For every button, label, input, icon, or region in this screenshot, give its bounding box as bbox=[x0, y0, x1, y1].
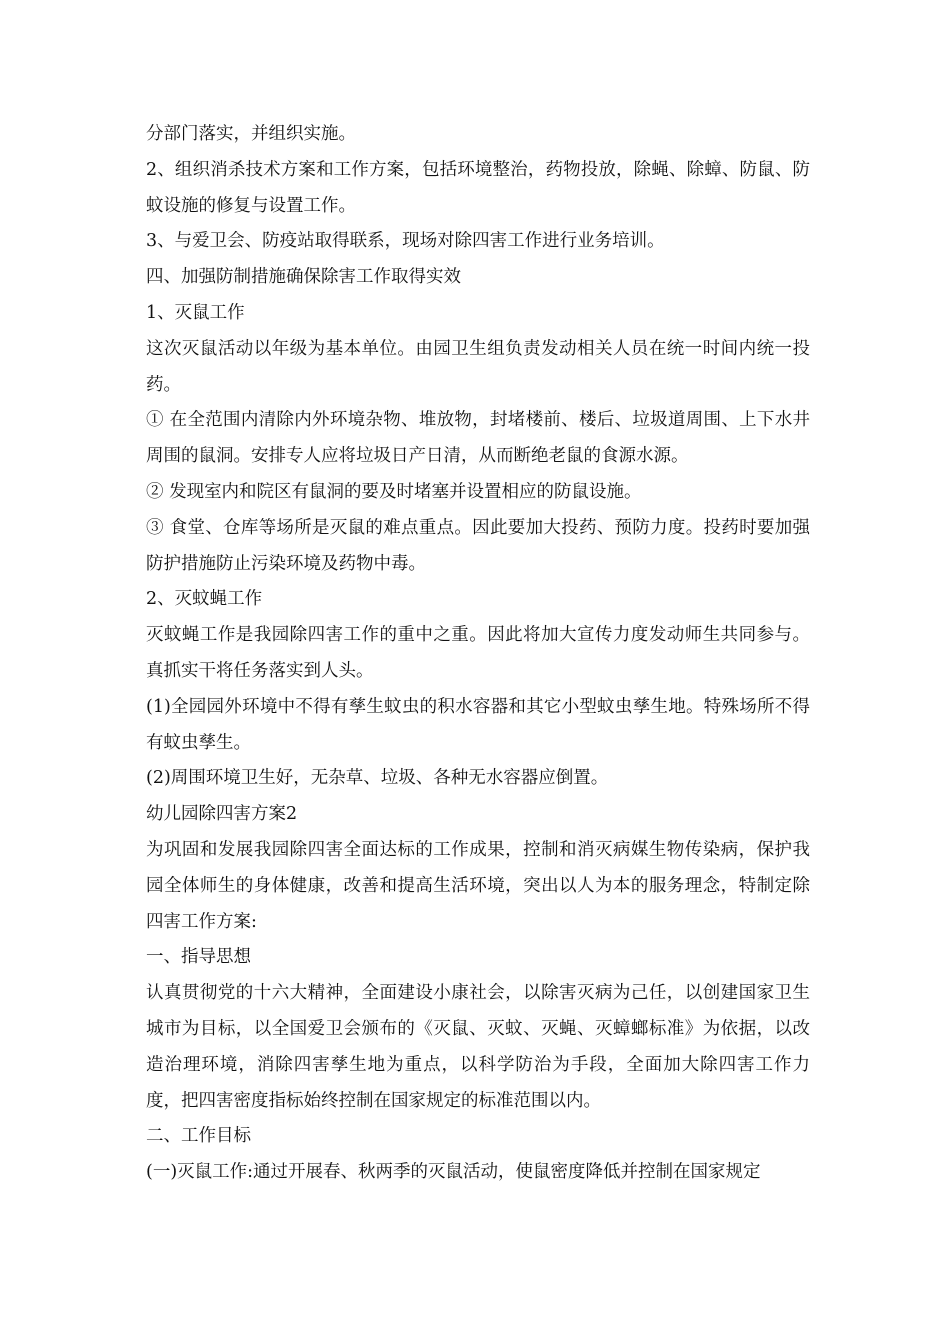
subsection-heading: 2、灭蚊蝇工作 bbox=[146, 589, 263, 610]
subsection-heading: 1、灭鼠工作 bbox=[146, 302, 245, 323]
section-heading: 二、工作目标 bbox=[146, 1126, 251, 1147]
list-item: (1)全园园外环境中不得有孳生蚊虫的积水容器和其它小型蚊虫孳生地。特殊场所不得有蚊虫孳生。 bbox=[146, 696, 810, 753]
paragraph: 这次灭鼠活动以年级为基本单位。由园卫生组负责发动相关人员在统一时间内统一投药。 bbox=[146, 338, 810, 395]
paragraph: 分部门落实，并组织实施。 bbox=[146, 124, 356, 144]
list-item: ② 发现室内和院区有鼠洞的要及时堵塞并设置相应的防鼠设施。 bbox=[146, 481, 642, 502]
paragraph: 2、组织消杀技术方案和工作方案，包括环境整治，药物投放，除蝇、除蟑、防鼠、防蚊设施的修复与设置工作。 bbox=[146, 159, 810, 216]
paragraph: 3、与爱卫会、防疫站取得联系，现场对除四害工作进行业务培训。 bbox=[146, 231, 665, 252]
section-heading: 一、指导思想 bbox=[146, 947, 251, 968]
list-item: (2)周围环境卫生好，无杂草、垃圾、各种无水容器应倒置。 bbox=[146, 768, 609, 789]
list-item: ① 在全范围内清除内外环境杂物、堆放物，封堵楼前、楼后、垃圾道周围、上下水井周围的鼠洞。安排专人应将垃圾日产日清，从而断绝老鼠的食源水源。 bbox=[146, 410, 810, 467]
list-item: ③ 食堂、仓库等场所是灭鼠的难点重点。因此要加大投药、预防力度。投药时要加强防护措施防止污染环境及药物中毒。 bbox=[146, 517, 810, 574]
paragraph: 灭蚊蝇工作是我园除四害工作的重中之重。因此将加大宣传力度发动师生共同参与。真抓实干将任务落实到人头。 bbox=[146, 625, 810, 681]
paragraph: 为巩固和发展我园除四害全面达标的工作成果，控制和消灭病媒生物传染病，保护我园全体师生的身体健康，改善和提高生活环境，突出以人为本的服务理念，特制定除四害工作方案: bbox=[146, 839, 810, 932]
document-title: 幼儿园除四害方案2 bbox=[146, 804, 298, 825]
section-heading: 四、加强防制措施确保除害工作取得实效 bbox=[146, 267, 461, 288]
document-body bbox=[146, 117, 810, 1191]
paragraph: (一)灭鼠工作:通过开展春、秋两季的灭鼠活动，使鼠密度降低并控制在国家规定 bbox=[146, 1162, 761, 1183]
paragraph: 认真贯彻党的十六大精神，全面建设小康社会，以除害灭病为己任，以创建国家卫生城市为目标，以全国爱卫会颁布的《灭鼠、灭蚊、灭蝇、灭蟑螂标准》为依据，以改造治理环境，消除四害孳生地为重点，以科学防治为手段，全面加大除四害工作力度，把四害密度指标始终控制在国家规定的标准范围以内。 bbox=[146, 983, 810, 1111]
